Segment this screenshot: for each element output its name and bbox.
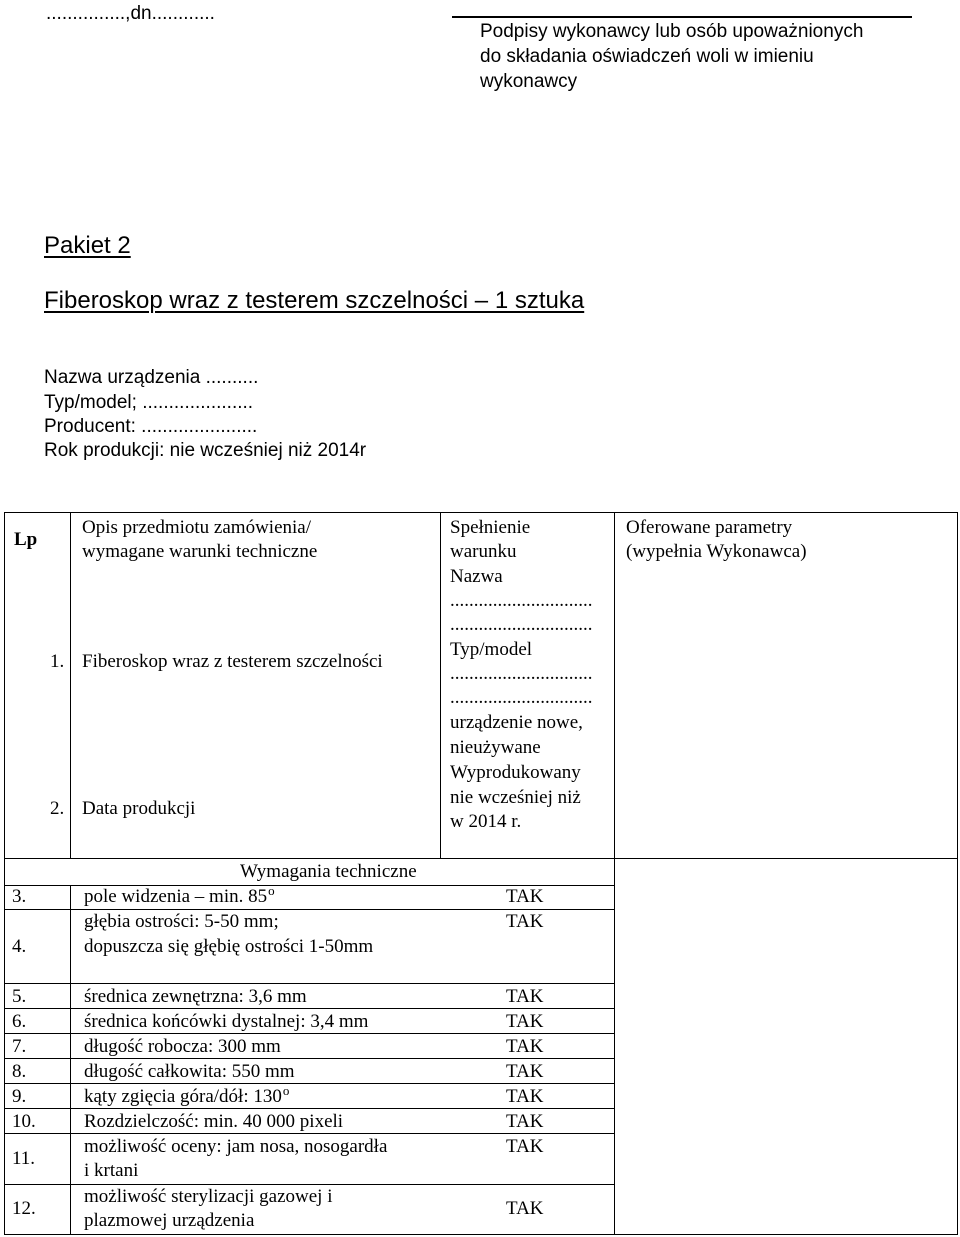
row-9-lp: 9. [12,1086,27,1107]
req-name-dots-1: .............................. [450,590,593,611]
row-1-lp: 1. [50,651,65,672]
row-7-desc: długość robocza: 300 mm [84,1036,281,1057]
row-11-req: TAK [506,1136,544,1157]
item-heading: Fiberoskop wraz z testerem szczelności – 1 sztuka [44,287,585,314]
row-5-req: TAK [506,986,544,1007]
header-desc-1: Opis przedmiotu zamówienia/ [82,517,311,538]
degree-icon: o [268,883,275,898]
row-4-lp: 4. [12,936,27,957]
row-5-desc: średnica zewnętrzna: 3,6 mm [84,986,307,1007]
device-year-field: Rok produkcji: nie wcześniej niż 2014r [44,440,367,461]
row-5-lp: 5. [12,986,27,1007]
table-border-right [957,512,958,1235]
table-border-left [4,512,5,1235]
row-10-req: TAK [506,1111,544,1132]
header-offer-1: Oferowane parametry [626,517,793,538]
section-title: Wymagania techniczne [240,861,417,882]
row-2-lp: 2. [50,798,65,819]
row-3-req: TAK [506,886,544,907]
req-produced-1: Wyprodukowany [450,762,581,783]
header-desc-2: wymagane warunki techniczne [82,541,318,562]
row-11-desc-1: możliwość oceny: jam nosa, nosogardła [84,1136,388,1157]
header-lp: Lp [14,529,38,550]
row-10-desc: Rozdzielczość: min. 40 000 pixeli [84,1111,344,1132]
row-12-req: TAK [506,1198,544,1219]
signature-caption-2: do składania oświadczeń woli w imieniu [480,46,814,67]
req-produced-2: nie wcześniej niż [450,787,581,808]
row-10-lp: 10. [12,1111,36,1132]
row-4-req: TAK [506,911,544,932]
req-model-dots-2: .............................. [450,687,593,708]
col-divider-req-top [614,512,615,858]
row-8-lp: 8. [12,1061,27,1082]
row-7-lp: 7. [12,1036,27,1057]
device-producer-field: Producent: ...................... [44,416,258,437]
signature-caption-3: wykonawcy [480,71,578,92]
row-8-req: TAK [506,1061,544,1082]
header-req-1: Spełnienie [450,517,531,538]
row-line-5 [4,983,614,984]
degree-icon: o [282,1083,290,1098]
row-7-req: TAK [506,1036,544,1057]
row-12-desc-2: plazmowej urządzenia [84,1210,255,1231]
row-9-req: TAK [506,1086,544,1107]
place-date-line: ...............,dn............ [46,3,215,24]
row-2-desc: Data produkcji [82,798,196,819]
row-4-desc-2: dopuszcza się głębię ostrości 1-50mm [84,936,374,957]
row-6-req: TAK [506,1011,544,1032]
row-9-desc: kąty zgięcia góra/dół: 130$^o$ [84,1083,290,1107]
col-divider-desc-top [440,512,441,858]
header-offer-2: (wypełnia Wykonawca) [626,541,807,562]
req-name-dots-2: .............................. [450,614,593,635]
req-name-label: Nazwa [450,566,503,587]
col-divider-req-bottom [614,858,615,1235]
row-3-lp: 3. [12,886,27,907]
row-11-desc-2: i krtani [84,1160,139,1181]
row-line-section [4,858,958,859]
row-6-lp: 6. [12,1011,27,1032]
req-produced-3: w 2014 r. [450,811,522,832]
table-border-top [4,512,958,513]
signature-caption-1: Podpisy wykonawcy lub osób upoważnionych [480,21,864,42]
req-new-1: urządzenie nowe, [450,712,583,733]
row-3-desc: pole widzenia – min. 85$^o$ [84,883,275,907]
row-12-desc-1: możliwość sterylizacji gazowej i [84,1186,333,1207]
col-divider-lp-bottom [70,885,71,1235]
package-heading: Pakiet 2 [44,232,131,259]
device-name-field: Nazwa urządzenia .......... [44,367,259,388]
row-11-lp: 11. [12,1148,36,1169]
req-model-dots-1: .............................. [450,663,593,684]
device-model-field: Typ/model; ..................... [44,392,254,413]
table-border-bottom [4,1234,958,1235]
row-4-desc-1: głębia ostrości: 5-50 mm; [84,911,279,932]
col-divider-lp-top [70,512,71,858]
row-12-lp: 12. [12,1198,36,1219]
req-new-2: nieużywane [450,737,541,758]
row-8-desc: długość całkowita: 550 mm [84,1061,295,1082]
header-req-2: warunku [450,541,517,562]
req-model-label: Typ/model [450,639,533,660]
row-6-desc: średnica końcówki dystalnej: 3,4 mm [84,1011,369,1032]
row-1-desc: Fiberoskop wraz z testerem szczelności [82,651,383,672]
